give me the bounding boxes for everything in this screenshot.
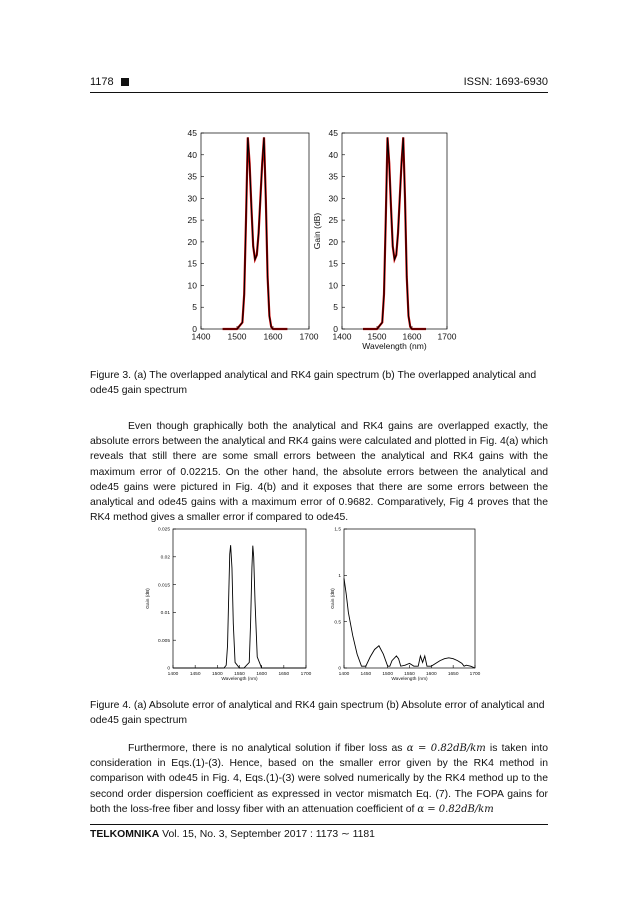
y-tick-label: 0.015 [157, 583, 170, 589]
chart-fig3b [312, 128, 457, 351]
x-tick-label: 1700 [437, 331, 457, 342]
x-tick-label: 1600 [402, 331, 422, 342]
y-tick-label: 25 [328, 215, 338, 226]
plot-frame [344, 529, 475, 668]
plot-frame [201, 133, 309, 329]
y-tick-label: 35 [328, 171, 338, 182]
numerical-gain-line [363, 137, 426, 329]
y-tick-label: 40 [187, 149, 197, 160]
x-tick-label: 1650 [278, 671, 290, 677]
y-axis-label: Gain (dB) [331, 588, 336, 609]
y-tick-label: 0 [333, 323, 338, 334]
figure-3-caption: Figure 3. (a) The overlapped analytical and RK4 gain spectrum (b) The overlapped analytical and ode45 gain spectrum [90, 370, 537, 397]
y-tick-label: 30 [187, 193, 197, 204]
x-tick-label: 1700 [300, 671, 312, 677]
y-tick-label: 20 [187, 236, 197, 247]
y-tick-label: 0.5 [334, 620, 341, 626]
y-tick-label: 30 [328, 193, 338, 204]
y-tick-label: 35 [187, 171, 197, 182]
x-tick-label: 1600 [263, 331, 283, 342]
x-tick-label: 1500 [227, 331, 247, 342]
header-rule [90, 92, 548, 93]
plot-frame [173, 529, 306, 668]
y-tick-label: 0.025 [157, 527, 170, 533]
x-tick-label: 1700 [469, 671, 481, 677]
x-tick-label: 1450 [189, 671, 201, 677]
x-tick-label: 1550 [234, 671, 245, 677]
y-tick-label: 0 [167, 666, 170, 672]
alpha-formula-1: α = 0.82dB/km [406, 743, 486, 754]
chart-fig4b [330, 527, 481, 682]
chart-fig4a [145, 527, 312, 682]
figure-3 [160, 120, 490, 360]
y-tick-label: 10 [328, 280, 338, 291]
y-tick-label: 1.5 [334, 527, 341, 533]
x-tick-label: 1650 [447, 671, 459, 677]
figure-4 [140, 516, 500, 686]
x-axis-label: Wavelength (nm) [362, 341, 427, 351]
footer-rule [90, 824, 548, 825]
y-tick-label: 10 [187, 280, 197, 291]
x-tick-label: 1700 [299, 331, 319, 342]
y-tick-label: 15 [187, 258, 197, 269]
journal-name: TELKOMNIKA [90, 829, 160, 840]
x-tick-label: 1600 [256, 671, 268, 677]
x-tick-label: 1450 [360, 671, 372, 677]
x-tick-label: 1500 [382, 671, 394, 677]
y-axis-label: Gain (dB) [146, 588, 151, 609]
header-square-icon [121, 78, 129, 86]
paragraph-2 [90, 741, 548, 817]
y-tick-label: 0 [192, 323, 197, 334]
chart-fig3a [188, 128, 319, 342]
y-tick-label: 0 [338, 666, 341, 672]
x-tick-label: 1550 [404, 671, 415, 677]
analytical-gain-line [363, 137, 426, 329]
x-tick-label: 1400 [167, 671, 179, 677]
y-tick-label: 45 [328, 127, 338, 138]
y-tick-label: 0.005 [157, 638, 170, 644]
y-tick-label: 5 [333, 302, 338, 313]
y-tick-label: 1 [338, 574, 341, 580]
y-tick-label: 0.02 [160, 555, 170, 561]
x-tick-label: 1400 [338, 671, 350, 677]
numerical-gain-line [223, 137, 288, 329]
y-axis-label: Gain (dB) [312, 212, 322, 250]
alpha-formula-2: α = 0.82dB/km [417, 803, 494, 815]
error-line [173, 545, 306, 668]
y-tick-label: 5 [192, 302, 197, 313]
footer [90, 828, 375, 840]
paragraph-2-part1: Furthermore, there is no analytical solution if fiber loss as [128, 743, 407, 754]
analytical-gain-line [223, 137, 288, 329]
page-number: 1178 [90, 76, 114, 88]
plot-frame [342, 133, 447, 329]
y-tick-label: 25 [187, 215, 197, 226]
error-line [344, 578, 475, 668]
issn-label: ISSN: 1693-6930 [463, 76, 548, 88]
y-tick-label: 20 [328, 236, 338, 247]
x-tick-label: 1500 [211, 671, 223, 677]
y-tick-label: 40 [328, 149, 338, 160]
x-tick-label: 1600 [425, 671, 437, 677]
x-tick-label: 1400 [332, 331, 352, 342]
paragraph-1: Even though graphically both the analytical and RK4 gains are overlapped exactly, the absolute errors between the analytical and RK4 gains were calculated and plotted in Fig. 4(a) which reveals that still there are some small errors between the analytical and RK4 gains with the maximum error of 0.02215. On the other hand, the absolute errors between the analytical and ode45 gains were pictured in Fig. 4(b) and it exposes that there are some errors between the analytical and ode45 gains with a maximum error of 0.9682. Comparatively, Fig 4 proves that the RK4 method gives a smaller error if compared to ode45. [90, 421, 548, 524]
y-tick-label: 0.01 [160, 611, 170, 617]
figure-4-caption: Figure 4. (a) Absolute error of analytical and RK4 gain spectrum (b) Absolute error of analytical and ode45 gain spectrum [90, 700, 545, 727]
x-axis-label: Wavelength (nm) [221, 677, 258, 682]
y-tick-label: 45 [187, 127, 197, 138]
y-tick-label: 15 [328, 258, 338, 269]
paragraph-2-part2: is taken into consideration in Eqs.(1)-(3). Hence, based on the smaller error given by the RK4 method in comparison with ode45 in Fig. 4, Eqs.(1)-(3) were solved numerically by the RK4 method up to the second order dispersion coefficient as expressed in vector mismatch Eq. (7). The FOPA gains for both the loss-free fiber and lossy fiber with an attenuation coefficient of [90, 743, 548, 815]
x-tick-label: 1500 [367, 331, 387, 342]
x-axis-label: Wavelength (nm) [391, 677, 428, 682]
x-tick-label: 1400 [191, 331, 211, 342]
journal-details: Vol. 15, No. 3, September 2017 : 1173 ∼ 1181 [159, 829, 375, 840]
